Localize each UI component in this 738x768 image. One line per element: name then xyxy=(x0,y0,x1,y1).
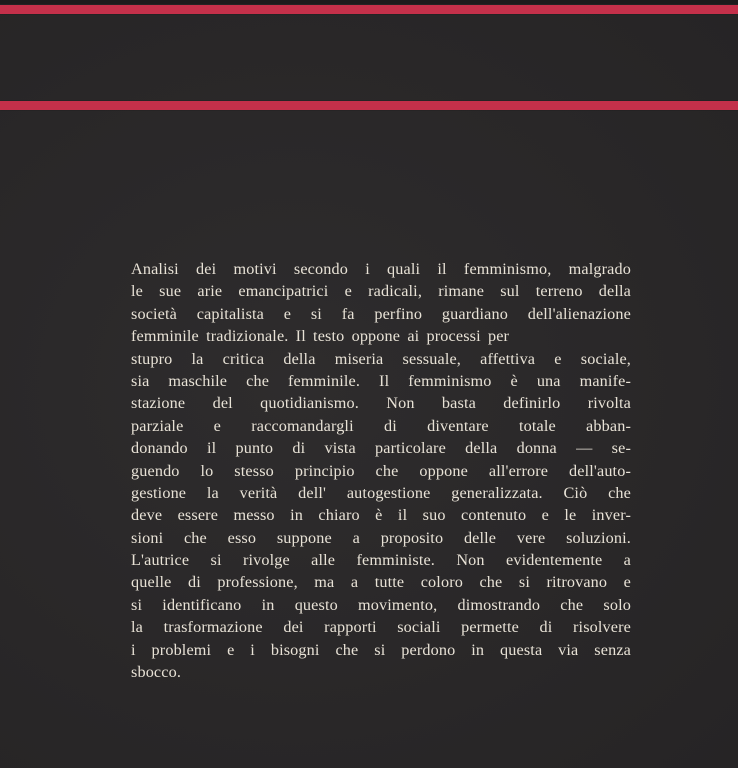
blurb-line: femminile tradizionale. Il testo oppone ai processi per xyxy=(131,327,510,346)
blurb-line: stupro la critica della miseria sessuale, affettiva e sociale, xyxy=(131,349,631,368)
blurb-line: quelle di professione, ma a tutte coloro che si ritrovano e xyxy=(131,573,631,592)
red-stripe-bottom xyxy=(0,101,738,110)
blurb-line: i problemi e i bisogni che si perdono in questa via senza xyxy=(131,640,631,659)
cover-top-edge xyxy=(0,0,738,4)
blurb-line: sioni che esso suppone a proposito delle vere soluzioni. xyxy=(131,528,631,547)
blurb-line: guendo lo stesso principio che oppone all'errore dell'auto- xyxy=(131,461,631,480)
blurb-line: la trasformazione dei rapporti sociali permette di risolvere xyxy=(131,618,631,637)
blurb-line: le sue arie emancipatrici e radicali, rimane sul terreno della xyxy=(131,282,631,301)
blurb-line: si identificano in questo movimento, dimostrando che solo xyxy=(131,595,631,614)
blurb-line: gestione la verità dell' autogestione generalizzata. Ciò che xyxy=(131,483,631,502)
back-cover-blurb xyxy=(131,258,631,683)
blurb-line: donando il punto di vista particolare della donna — se- xyxy=(131,439,631,458)
blurb-line: sia maschile che femminile. Il femminismo è una manife- xyxy=(131,371,631,390)
blurb-line: società capitalista e si fa perfino guardiano dell'alienazione xyxy=(131,304,631,323)
blurb-line: Analisi dei motivi secondo i quali il femminismo, malgrado xyxy=(131,260,631,278)
blurb-line: stazione del quotidianismo. Non basta definirlo rivolta xyxy=(131,394,631,413)
blurb-line: L'autrice si rivolge alle femministe. Non evidentemente a xyxy=(131,551,631,570)
red-stripe-top xyxy=(0,5,738,14)
blurb-line: parziale e raccomandargli di diventare totale abban- xyxy=(131,416,631,435)
blurb-line: deve essere messo in chiaro è il suo contenuto e le inver- xyxy=(131,506,631,525)
blurb-line: sbocco. xyxy=(131,663,182,682)
